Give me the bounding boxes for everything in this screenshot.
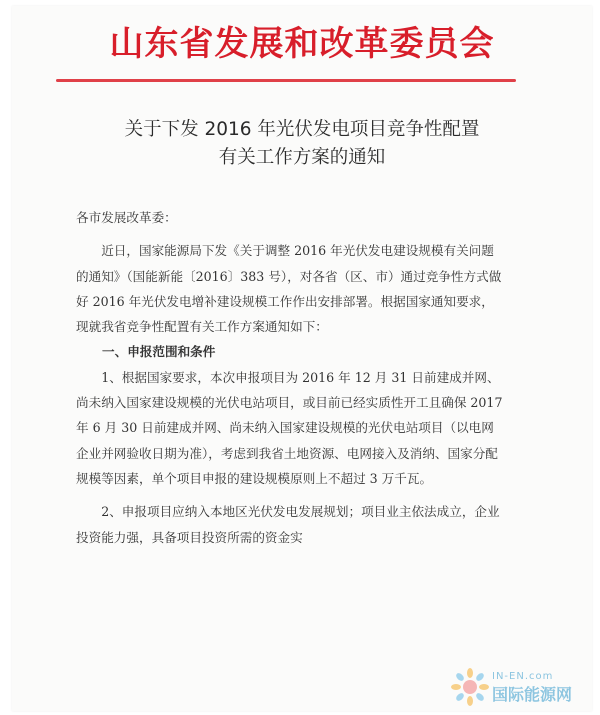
section-heading-1: 一、申报范围和条件 — [102, 344, 216, 360]
document-title — [12, 116, 592, 172]
in-en-logo-icon — [450, 667, 490, 707]
document-body — [76, 205, 506, 550]
paragraph-intro: 近日，国家能源局下发《关于调整 2016 年光伏发电建设规模有关问题的通知》（国能新能〔2016〕383 号），对各省（区、市）通过竞争性方式做好 2016 年光伏发电增补建设规模工作作出安排部署。根据国家通知要求，现就我省竞争性配置有关工作方案通知如下： — [76, 243, 502, 335]
site-watermark — [450, 665, 590, 711]
list-item-2: 2、申报项目应纳入本地区光伏发电发展规划；项目业主依法成立，企业投资能力强，具备项目投资所需的资金实 — [76, 504, 500, 545]
title-line-2: 有关工作方案的通知 — [218, 147, 386, 168]
letterhead-red-rule — [56, 79, 516, 82]
watermark-cn: 国际能源网 — [492, 685, 573, 704]
letterhead-org-name: 山东省发展和改革委员会 — [109, 24, 495, 64]
title-line-1: 关于下发 2016 年光伏发电项目竞争性配置 — [124, 119, 480, 140]
document-page — [12, 6, 592, 711]
salutation: 各市发展改革委： — [76, 210, 177, 225]
list-item-1: 1、根据国家要求，本次申报项目为 2016 年 12 月 31 日前建成并网、尚未纳入国家建设规模的光伏电站项目，或目前已经实质性开工且确保 2017 年 6 月 30 日前建成并网、尚未纳入国家建设规模的光伏电站项目（以电网企业并网验收日期为准），考虑到我省土地资源、电网接入及消纳、国家分配规模等因素，单个项目申报的建设规模原则上不超过 3 万千瓦。 — [76, 369, 503, 486]
watermark-en: IN-EN.com — [492, 671, 554, 682]
